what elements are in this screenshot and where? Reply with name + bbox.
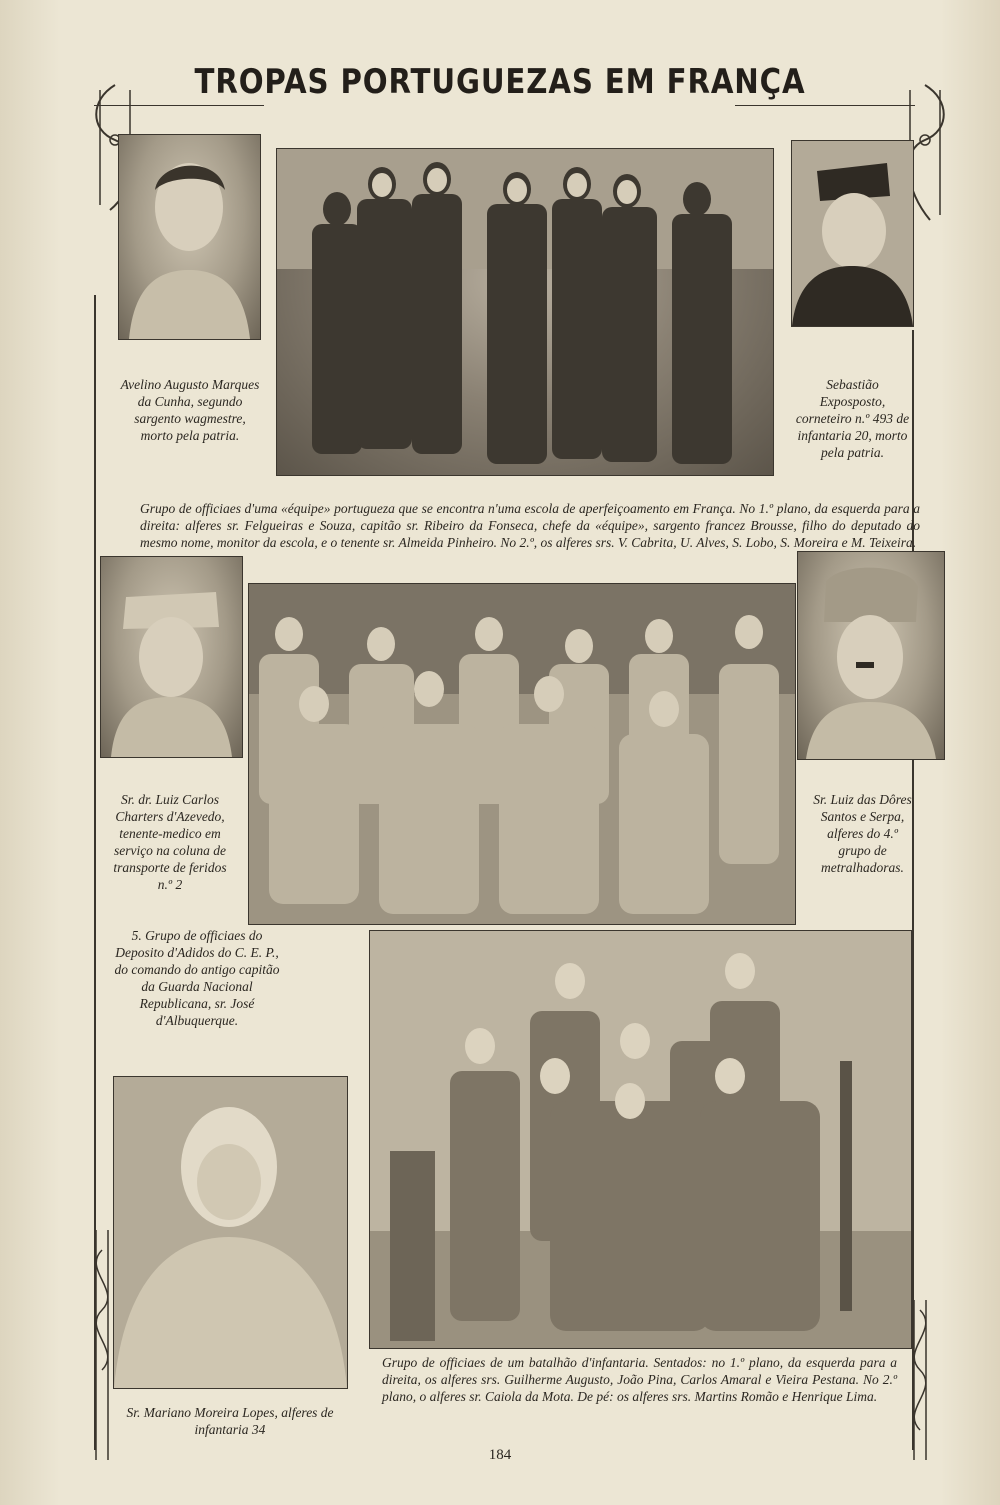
group-figures-icon: [249, 584, 795, 924]
portrait-avelino-photo: [118, 134, 261, 340]
portrait-figure-icon: [114, 1077, 347, 1388]
portrait-luiz-dores-photo: [797, 551, 945, 760]
caption-grupo-equipe: Grupo de officiaes d'uma «équipe» portugueza que se encontra n'uma escola de aperfeiçoamento em França. No 1.º plano, da esquerda para a direita: alferes sr. Felgueiras e Souza, capitão sr. Ribeiro da Fonseca, chefe da «équipe», sargento francez Brousse, filho do deputado do mesmo nome, monitor da escola, e o tenente sr. Almeida Pinheiro. No 2.º, os alferes srs. V. Cabrita, U. Alves, S. Lobo, S. Moreira e M. Teixeira.: [140, 501, 920, 550]
caption-luiz-carlos: Sr. dr. Luiz Carlos Charters d'Azevedo, tenente-medico em serviço na coluna de transporte de feridos n.º 2: [113, 792, 227, 892]
group-aviators-photo: [276, 148, 774, 476]
group-figures-icon: [277, 149, 773, 475]
caption-sebastiao: Sebastião Expospostо, corneteiro n.º 493 de infantaria 20, morto pela patria.: [795, 377, 910, 460]
caption-avelino: Avelino Augusto Marques da Cunha, segundo sargento wagmestre, morto pela patria.: [120, 377, 260, 443]
caption-mariano: Sr. Mariano Moreira Lopes, alferes de infantaria 34: [126, 1405, 334, 1437]
page-number: 184: [488, 1447, 512, 1463]
portrait-figure-icon: [119, 135, 260, 339]
portrait-figure-icon: [798, 552, 944, 759]
portrait-sebastiao-photo: [791, 140, 914, 327]
portrait-figure-icon: [101, 557, 242, 757]
group-figures-icon: [370, 931, 911, 1348]
portrait-mariano-photo: [113, 1076, 348, 1389]
page-title: TROPAS PORTUGUEZAS EM FRANÇA: [194, 62, 806, 102]
group-deposito-photo: [248, 583, 796, 925]
frame-top-right-line: [735, 105, 915, 106]
frame-right-line: [912, 330, 914, 1450]
caption-grupo-deposito: 5. Grupo de officiaes do Deposito d'Adidos do C. E. P., do comando do antigo capitão da Guarda Nacional Republicana, sr. José d'Albuquerque.: [114, 928, 280, 1028]
portrait-figure-icon: [792, 141, 913, 326]
group-batalhao-photo: [369, 930, 912, 1349]
caption-grupo-batalhao: Grupo de officiaes de um batalhão d'infantaria. Sentados: no 1.º plano, da esquerda para a direita, os alferes srs. Guilherme Augusto, João Pina, Carlos Amaral e Vieira Pestana. No 2.º plano, o alferes sr. Caiola da Mota. De pé: os alferes srs. Martins Romão e Henrique Lima.: [382, 1355, 897, 1404]
portrait-luiz-carlos-photo: [100, 556, 243, 758]
caption-luiz-dores: Sr. Luiz das Dôres Santos e Serpa, alferes do 4.º grupo de metralhadoras.: [813, 792, 912, 875]
